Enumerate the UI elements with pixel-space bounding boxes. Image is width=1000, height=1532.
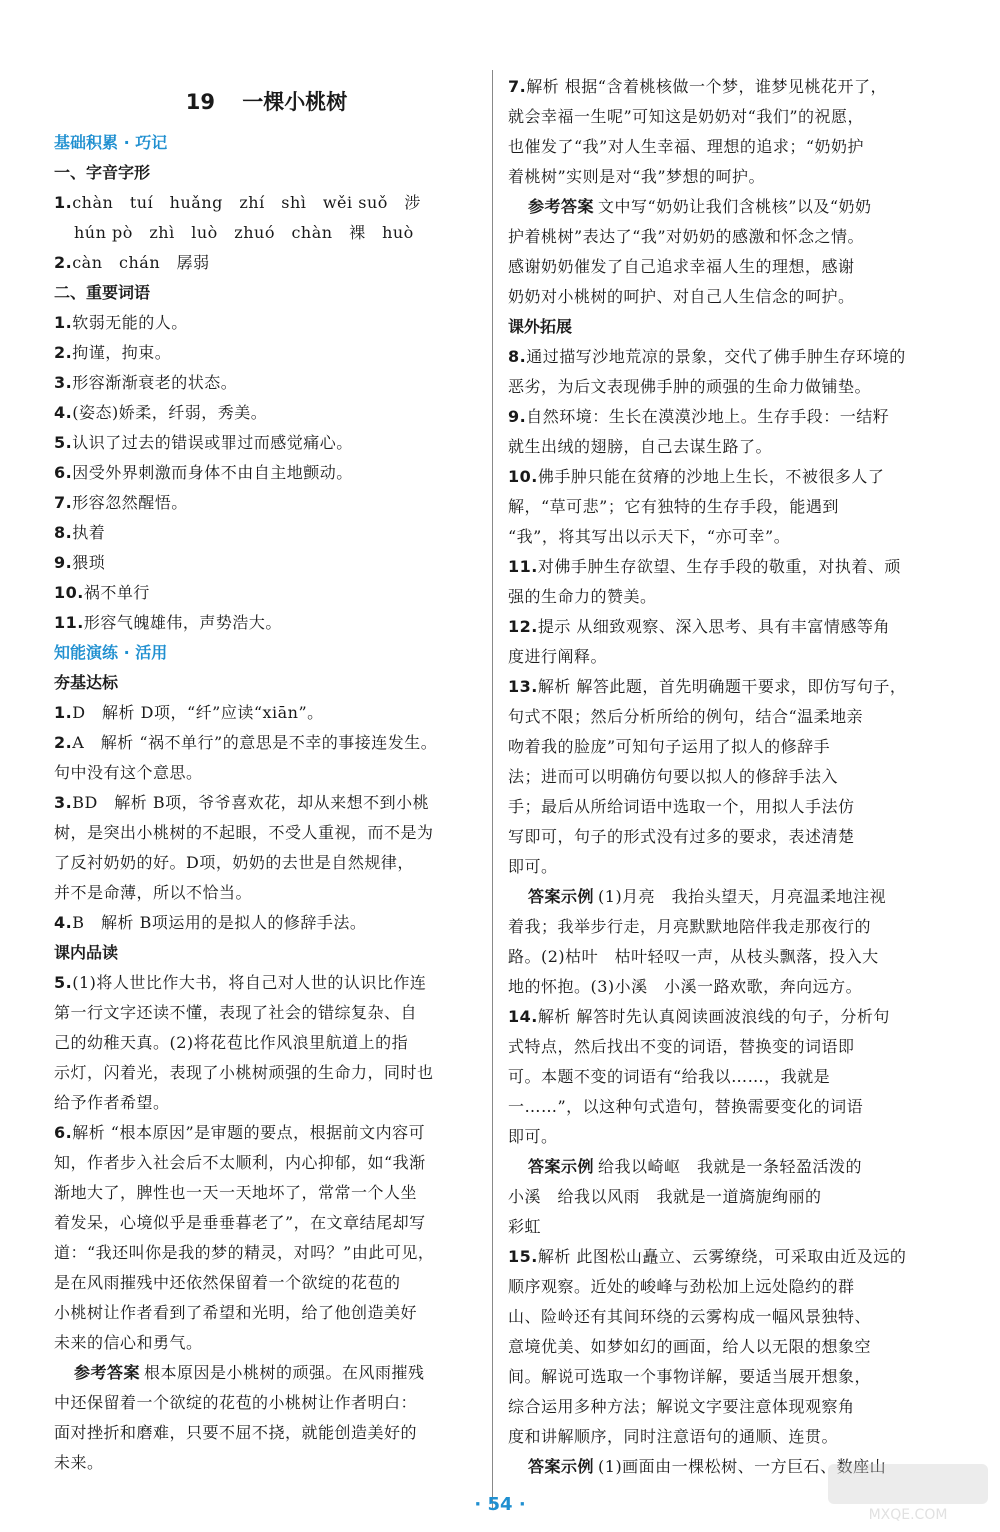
line-text: 顺序观察。近处的峻峰与劲松加上远处隐约的群 <box>508 1277 855 1296</box>
text-line <box>508 72 948 102</box>
item-number: 9. <box>54 553 73 572</box>
text-line <box>508 672 948 702</box>
line-text: 度进行阐释。 <box>508 647 608 666</box>
item-number: 2. <box>54 253 73 272</box>
line-text: (1)月亮 我抬头望天，月亮温柔地注视 <box>598 887 887 906</box>
text-line <box>508 252 948 282</box>
line-text: 第一行文字还读不懂，表现了社会的错综复杂、自 <box>54 1003 418 1022</box>
text-line <box>54 398 479 428</box>
text-line <box>54 758 479 788</box>
line-text: 法；进而可以明确仿句要以拟人的修辞手法入 <box>508 767 839 786</box>
line-text: 己的幼稚天真。(2)将花苞比作风浪里航道上的指 <box>54 1033 409 1052</box>
text-line <box>54 1328 479 1358</box>
line-text: A 解析 “祸不单行”的意思是不幸的事接连发生。 <box>72 733 438 752</box>
item-number: 1. <box>54 193 73 212</box>
text-line <box>508 1332 948 1362</box>
text-line <box>508 732 948 762</box>
text-line <box>508 402 948 432</box>
line-text: (1)画面由一棵松树、一方巨石、数座山 <box>598 1457 887 1476</box>
item-number: 2. <box>54 733 73 752</box>
line-text: 未来的信心和勇气。 <box>54 1333 203 1352</box>
line-text: (姿态)娇柔，纤弱，秀美。 <box>72 403 268 422</box>
text-line <box>508 552 948 582</box>
line-text: 解析 解答此题，首先明确题干要求，即仿写句子， <box>537 677 907 696</box>
text-line <box>508 912 948 942</box>
line-text: 形容气魄雄伟，声势浩大。 <box>83 613 282 632</box>
line-text: 度和讲解顺序，同时注意语句的通顺、连贯。 <box>508 1427 839 1446</box>
text-line <box>54 1148 479 1178</box>
text-line <box>54 818 479 848</box>
text-line <box>54 458 479 488</box>
text-line <box>508 102 948 132</box>
line-text: 感谢奶奶催发了自己追求幸福人生的理想，感谢 <box>508 257 855 276</box>
line-text: 给予作者希望。 <box>54 1093 170 1112</box>
item-number: 7. <box>54 493 73 512</box>
item-number: 6. <box>54 1123 73 1142</box>
line-text: 对佛手肿生存欲望、生存手段的敬重，对执着、顽 <box>537 557 901 576</box>
line-text: 小桃树让作者看到了希望和光明，给了他创造美好 <box>54 1303 418 1322</box>
text-line <box>508 372 948 402</box>
text-line <box>508 1152 948 1182</box>
text-line <box>54 1358 479 1388</box>
text-line <box>54 728 479 758</box>
text-line <box>508 1122 948 1152</box>
text-line <box>54 1088 479 1118</box>
line-text: 猥琐 <box>72 553 106 572</box>
text-line <box>508 1422 948 1452</box>
text-line <box>54 1298 479 1328</box>
line-text: 地的怀抱。(3)小溪 小溪一路欢歌，奔向远方。 <box>508 977 863 996</box>
line-text: 小溪 给我以风雨 我就是一道旖旎绚丽的 <box>508 1187 822 1206</box>
text-line <box>508 1002 948 1032</box>
text-line <box>54 488 479 518</box>
answer-tag: 答案示例 <box>528 1457 595 1476</box>
text-line <box>54 608 479 638</box>
text-line <box>54 1448 479 1478</box>
text-line <box>508 612 948 642</box>
line-text: 可。本题不变的词语有“给我以……，我就是 <box>508 1067 831 1086</box>
line-text: 间。解说可选取一个事物详解，要适当展开想象， <box>508 1367 872 1386</box>
line-text: 即可。 <box>508 1127 558 1146</box>
line-text: 通过描写沙地荒凉的景象，交代了佛手肿生存环境的 <box>526 347 906 366</box>
item-number: 1. <box>54 313 73 332</box>
item-number: 3. <box>54 793 73 812</box>
text-line <box>54 518 479 548</box>
line-text: 解析 根据“含着桃核做一个梦，谁梦见桃花开了， <box>526 77 887 96</box>
text-line <box>508 822 948 852</box>
line-text: 也催发了“我”对人生幸福、理想的追求；“奶奶护 <box>508 137 865 156</box>
column-divider <box>492 70 493 1510</box>
text-line <box>54 908 479 938</box>
item-number: 7. <box>508 77 527 96</box>
item-number: 13. <box>508 677 538 696</box>
line-text: 解，“草可悲”；它有独特的生存手段，能遇到 <box>508 497 839 516</box>
text-line <box>508 702 948 732</box>
line-text: 文中写“奶奶让我们含桃核”以及“奶奶 <box>598 197 872 216</box>
section-heading: 知能演练 · 活用 <box>54 643 168 662</box>
page-dot-left-icon: · <box>474 1494 482 1515</box>
text-line <box>508 1212 948 1242</box>
line-text: BD 解析 B项，爷爷喜欢花，却从来想不到小桃 <box>72 793 430 812</box>
line-text: 吻着我的脸庞”可知句子运用了拟人的修辞手 <box>508 737 831 756</box>
line-text: 即可。 <box>508 857 558 876</box>
text-line <box>54 308 479 338</box>
line-text: 句中没有这个意思。 <box>54 763 203 782</box>
text-line <box>54 1178 479 1208</box>
line-text: 软弱无能的人。 <box>72 313 188 332</box>
text-line <box>508 942 948 972</box>
line-text: 奶奶对小桃树的呵护、对自己人生信念的呵护。 <box>508 287 855 306</box>
text-line <box>508 162 948 192</box>
text-line <box>508 1302 948 1332</box>
line-text: 了反衬奶奶的好。D项，奶奶的去世是自然规律， <box>54 853 414 872</box>
answer-tag: 答案示例 <box>528 1157 595 1176</box>
text-line <box>508 582 948 612</box>
text-line <box>54 698 479 728</box>
item-number: 11. <box>54 613 84 632</box>
text-line <box>54 1418 479 1448</box>
line-text: 面对挫折和磨难，只要不屈不挠，就能创造美好的 <box>54 1423 418 1442</box>
item-number: 8. <box>54 523 73 542</box>
line-text: 手；最后从所给词语中选取一个，用拟人手法仿 <box>508 797 855 816</box>
lesson-title: 一棵小桃树 <box>242 90 348 114</box>
line-text: 自然环境：生长在漠漠沙地上。生存手段：一结籽 <box>526 407 890 426</box>
line-text: 道：“我还叫你是我的梦的精灵，对吗？”由此可见， <box>54 1243 435 1262</box>
line-text: 着桃树”实则是对“我”梦想的呵护。 <box>508 167 766 186</box>
line-text: càn chán 孱弱 <box>72 253 210 272</box>
item-number: 14. <box>508 1007 538 1026</box>
item-number: 5. <box>54 973 73 992</box>
line-text: (1)将人世比作大书，将自己对人世的认识比作连 <box>72 973 427 992</box>
line-text: 就生出绒的翅膀，自己去谋生路了。 <box>508 437 773 456</box>
text-line <box>508 1392 948 1422</box>
line-text: 彩虹 <box>508 1217 542 1236</box>
text-line <box>508 432 948 462</box>
item-number: 6. <box>54 463 73 482</box>
item-number: 12. <box>508 617 538 636</box>
item-number: 11. <box>508 557 538 576</box>
text-line <box>54 188 479 218</box>
text-line <box>508 1032 948 1062</box>
item-number: 15. <box>508 1247 538 1266</box>
line-text: 树，是突出小桃树的不起眼，不受人重视，而不是为 <box>54 823 434 842</box>
subsection-heading: 课内品读 <box>54 943 119 962</box>
line-text: 路。(2)枯叶 枯叶轻叹一声，从枝头飘落，投入大 <box>508 947 879 966</box>
text-line <box>508 1062 948 1092</box>
line-text: 就会幸福一生呢”可知这是奶奶对“我们”的祝愿， <box>508 107 865 126</box>
text-line <box>508 492 948 522</box>
text-line <box>508 1092 948 1122</box>
text-line <box>54 1118 479 1148</box>
text-line <box>54 1268 479 1298</box>
watermark-text: MXQE.COM <box>868 1507 948 1523</box>
line-text: 护着桃树”表达了“我”对奶奶的感激和怀念之情。 <box>508 227 865 246</box>
line-text: 提示 从细致观察、深入思考、具有丰富情感等角 <box>537 617 890 636</box>
line-text: “我”，将其写出以示天下，“亦可幸”。 <box>508 527 791 546</box>
line-text: 着发呆，心境似乎是垂垂暮老了”，在文章结尾却写 <box>54 1213 426 1232</box>
line-text: 着我；我举步行走，月亮默默地陪伴我走那夜行的 <box>508 917 872 936</box>
text-line <box>508 462 948 492</box>
item-number: 4. <box>54 403 73 422</box>
text-line <box>54 1388 479 1418</box>
item-number: 3. <box>54 373 73 392</box>
text-line <box>54 428 479 458</box>
text-line <box>54 788 479 818</box>
watermark-logo <box>828 1464 988 1524</box>
line-text: 句式不限；然后分析所给的例句，结合“温柔地亲 <box>508 707 864 726</box>
text-line <box>54 848 479 878</box>
text-line <box>508 192 948 222</box>
text-line <box>54 218 479 248</box>
line-text: 认识了过去的错误或罪过而感觉痛心。 <box>72 433 353 452</box>
line-text: 给我以崎岖 我就是一条轻盈活泼的 <box>598 1157 863 1176</box>
page-number-text: 54 <box>487 1494 513 1515</box>
lesson-number: 19 <box>185 90 215 114</box>
line-text: chàn tuí huǎng zhí shì wěi suǒ 涉 <box>72 193 421 212</box>
text-line <box>508 1362 948 1392</box>
text-line <box>54 998 479 1028</box>
answer-tag: 参考答案 <box>74 1363 141 1382</box>
text-line <box>508 642 948 672</box>
line-text: 写即可，句子的形式没有过多的要求，表述清楚 <box>508 827 855 846</box>
right-column <box>508 72 948 1482</box>
line-text: 解析 解答时先认真阅读画波浪线的句子，分析句 <box>537 1007 890 1026</box>
text-line <box>508 1182 948 1212</box>
text-line <box>54 968 479 998</box>
line-text: 执着 <box>72 523 106 542</box>
line-text: 山、险岭还有其间环绕的云雾构成一幅风景独特、 <box>508 1307 872 1326</box>
line-text: 并不是命薄，所以不恰当。 <box>54 883 253 902</box>
text-line <box>54 248 479 278</box>
text-line <box>54 1058 479 1088</box>
text-line <box>508 972 948 1002</box>
text-line <box>54 878 479 908</box>
left-column <box>54 128 479 1478</box>
line-text: 根本原因是小桃树的顽强。在风雨摧残 <box>144 1363 425 1382</box>
text-line <box>508 762 948 792</box>
text-line <box>508 222 948 252</box>
line-text: 形容渐渐衰老的状态。 <box>72 373 238 392</box>
line-text: hún pò zhì luò zhuó chàn 裸 huò <box>74 223 414 242</box>
text-line <box>508 1272 948 1302</box>
text-line <box>508 852 948 882</box>
subsection-heading: 一、字音字形 <box>54 163 151 182</box>
text-line <box>54 1238 479 1268</box>
text-line <box>508 132 948 162</box>
subsection-heading: 课外拓展 <box>508 317 573 336</box>
line-text: B 解析 B项运用的是拟人的修辞手法。 <box>72 913 367 932</box>
subsection-heading: 夯基达标 <box>54 673 119 692</box>
text-line <box>54 1208 479 1238</box>
text-line <box>54 368 479 398</box>
line-text: 佛手肿只能在贫瘠的沙地上生长，不被很多人了 <box>537 467 885 486</box>
text-line <box>508 522 948 552</box>
item-number: 5. <box>54 433 73 452</box>
line-text: 意境优美、如梦如幻的画面，给人以无限的想象空 <box>508 1337 872 1356</box>
line-text: 解析 此图松山矗立、云雾缭绕，可采取由近及远的 <box>537 1247 907 1266</box>
line-text: 未来。 <box>54 1453 104 1472</box>
section-heading: 基础积累 · 巧记 <box>54 133 168 152</box>
line-text: 因受外界刺激而身体不由自主地颤动。 <box>72 463 353 482</box>
line-text: 解析 “根本原因”是审题的要点，根据前文内容可 <box>72 1123 426 1142</box>
line-text: 中还保留着一个欲绽的花苞的小桃树让作者明白： <box>54 1393 418 1412</box>
item-number: 8. <box>508 347 527 366</box>
line-text: 拘谨，拘束。 <box>72 343 172 362</box>
line-text: 祸不单行 <box>83 583 150 602</box>
line-text: 形容忽然醒悟。 <box>72 493 188 512</box>
item-number: 4. <box>54 913 73 932</box>
text-line <box>508 282 948 312</box>
item-number: 2. <box>54 343 73 362</box>
answer-tag: 答案示例 <box>528 887 595 906</box>
text-line <box>54 578 479 608</box>
line-text: 综合运用多种方法；解说文字要注意体现观察角 <box>508 1397 855 1416</box>
line-text: 式特点，然后找出不变的词语，替换变的词语即 <box>508 1037 855 1056</box>
item-number: 10. <box>508 467 538 486</box>
answer-tag: 参考答案 <box>528 197 595 216</box>
line-text: 是在风雨摧残中还依然保留着一个欲绽的花苞的 <box>54 1273 401 1292</box>
line-text: 渐地大了，脾性也一天一天地坏了，常常一个人坐 <box>54 1183 418 1202</box>
text-line <box>54 548 479 578</box>
item-number: 9. <box>508 407 527 426</box>
text-line <box>508 882 948 912</box>
item-number: 1. <box>54 703 73 722</box>
item-number: 10. <box>54 583 84 602</box>
subsection-heading: 二、重要词语 <box>54 283 151 302</box>
page-dot-right-icon: · <box>518 1494 526 1515</box>
line-text: D 解析 D项，“纤”应读“xiān”。 <box>72 703 324 722</box>
line-text: 恶劣，为后文表现佛手肿的顽强的生命力做铺垫。 <box>508 377 872 396</box>
line-text: 示灯，闪着光，表现了小桃树顽强的生命力，同时也 <box>54 1063 434 1082</box>
line-text: 知，作者步入社会后不太顺利，内心抑郁，如“我渐 <box>54 1153 426 1172</box>
text-line <box>54 1028 479 1058</box>
text-line <box>54 338 479 368</box>
text-line <box>508 342 948 372</box>
page-title <box>54 86 479 116</box>
line-text: 强的生命力的赞美。 <box>508 587 657 606</box>
text-line <box>508 792 948 822</box>
text-line <box>508 1242 948 1272</box>
line-text: 一……”，以这种句式造句，替换需要变化的词语 <box>508 1097 864 1116</box>
